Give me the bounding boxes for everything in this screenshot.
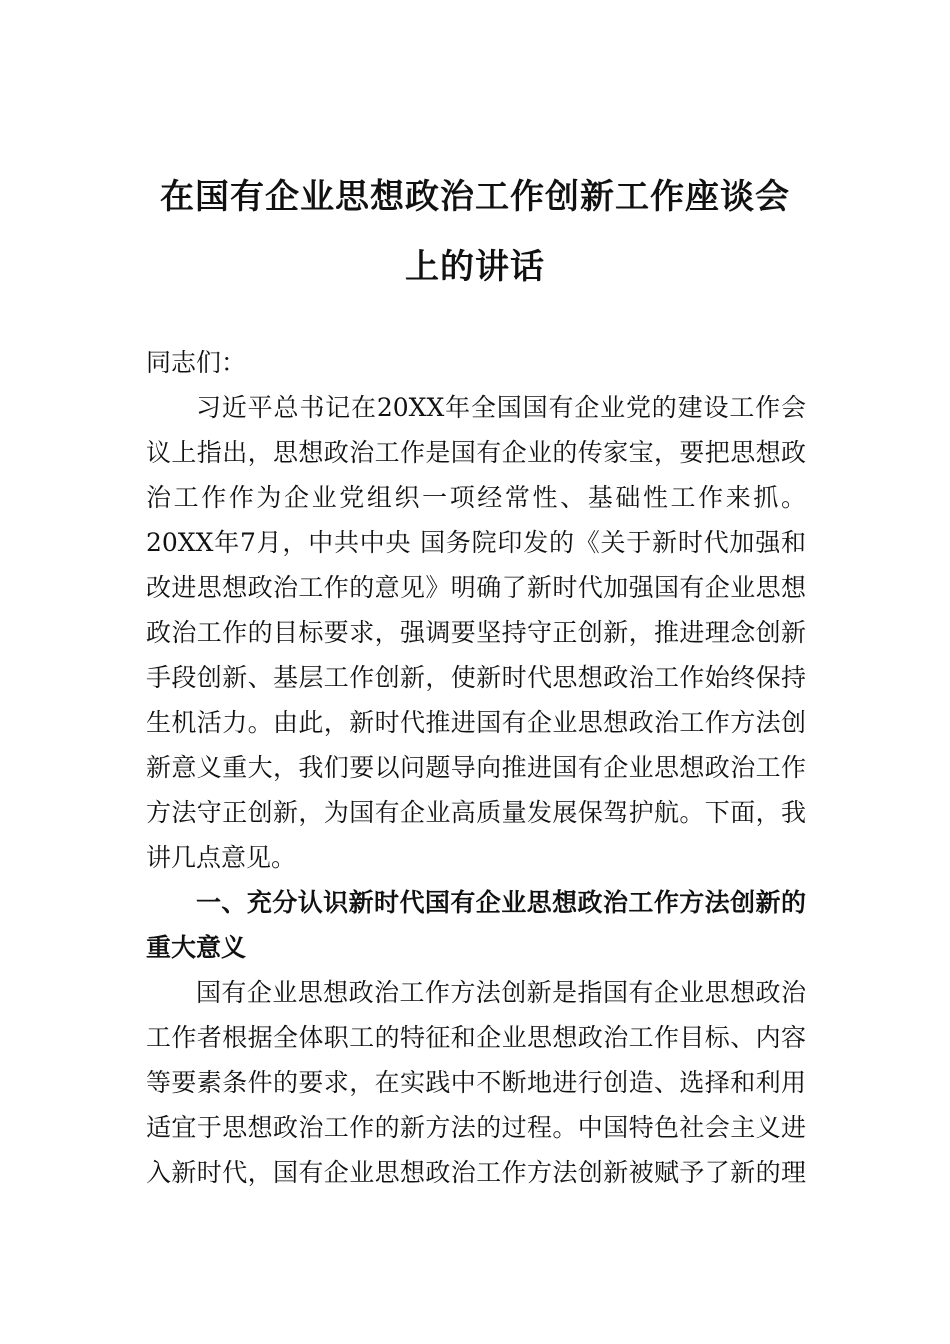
paragraph-line: 手段创新、基层工作创新，使新时代思想政治工作始终保持 xyxy=(146,663,806,692)
paragraph-line: 工作者根据全体职工的特征和企业思想政治工作目标、内容 xyxy=(146,1023,806,1052)
document-body xyxy=(146,345,806,1200)
paragraph-line: 适宜于思想政治工作的新方法的过程。中国特色社会主义进 xyxy=(146,1113,806,1142)
document-title-line-2: 上的讲话 xyxy=(405,247,545,287)
paragraph-line: 讲几点意见。 xyxy=(146,843,297,872)
paragraph-line: 生机活力。由此，新时代推进国有企业思想政治工作方法创 xyxy=(146,708,806,737)
section-heading-line: 一、充分认识新时代国有企业思想政治工作方法创新的 xyxy=(196,888,806,917)
salutation: 同志们： xyxy=(146,348,247,377)
paragraph-line: 入新时代，国有企业思想政治工作方法创新被赋予了新的理 xyxy=(146,1158,806,1187)
paragraph-line: 国有企业思想政治工作方法创新是指国有企业思想政治 xyxy=(196,978,806,1007)
paragraph-line: 治工作作为企业党组织一项经常性、基础性工作来抓。 xyxy=(146,483,806,512)
paragraph-line: 改进思想政治工作的意见》明确了新时代加强国有企业思想 xyxy=(146,573,806,602)
paragraph-line: 等要素条件的要求，在实践中不断地进行创造、选择和利用 xyxy=(146,1068,806,1097)
paragraph-line: 方法守正创新，为国有企业高质量发展保驾护航。下面，我 xyxy=(146,798,806,827)
paragraph-line: 议上指出，思想政治工作是国有企业的传家宝，要把思想政 xyxy=(146,438,806,467)
paragraph-line: 政治工作的目标要求，强调要坚持守正创新，推进理念创新 xyxy=(146,618,806,647)
paragraph-line: 新意义重大，我们要以问题导向推进国有企业思想政治工作 xyxy=(146,753,806,782)
paragraph-line: 20XX年7月，中共中央 国务院印发的《关于新时代加强和 xyxy=(146,528,806,557)
section-heading-line: 重大意义 xyxy=(146,933,247,962)
paragraph-line: 习近平总书记在20XX年全国国有企业党的建设工作会 xyxy=(196,393,806,422)
document-title-line-1: 在国有企业思想政治工作创新工作座谈会 xyxy=(160,177,790,217)
